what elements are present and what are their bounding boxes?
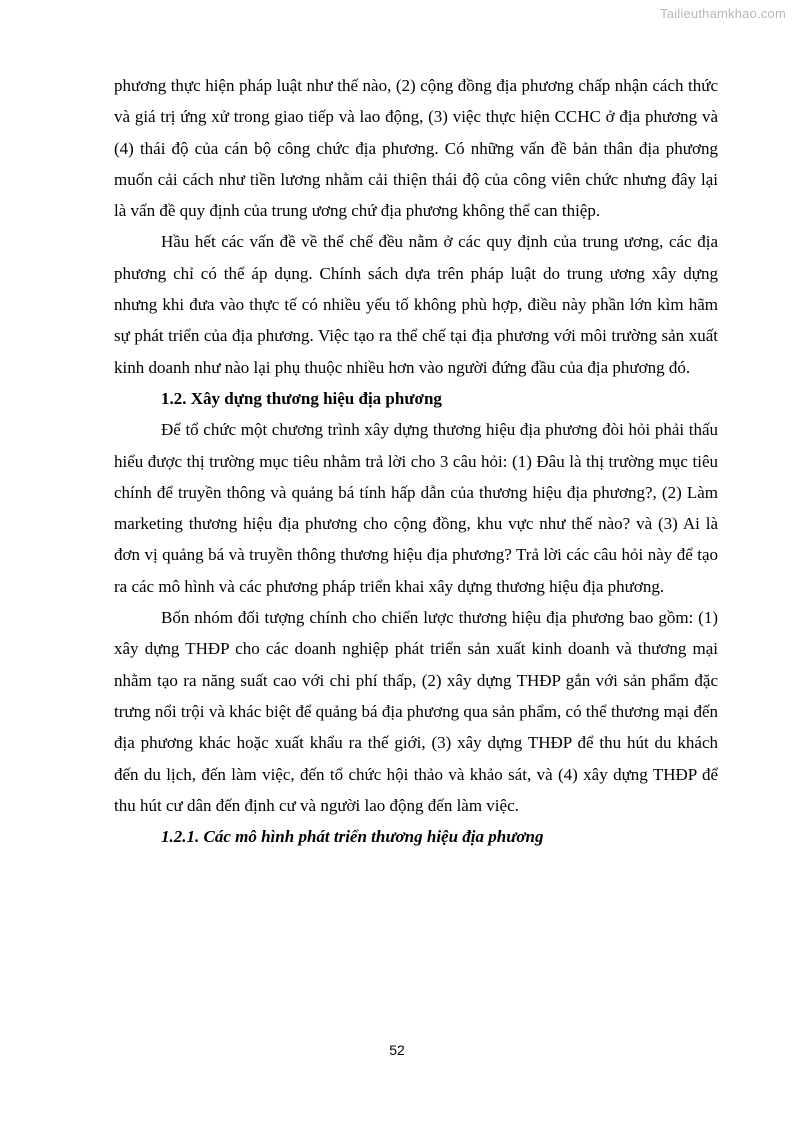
section-heading-1-2: 1.2. Xây dựng thương hiệu địa phương xyxy=(161,388,442,408)
section-heading-1-2-1: 1.2.1. Các mô hình phát triển thương hiệu địa phương xyxy=(161,827,544,847)
watermark: Tailieuthamkhao.com xyxy=(660,6,786,21)
paragraph-continuation: phương thực hiện pháp luật như thế nào, (2) cộng đồng địa phương chấp nhận cách thức và giá trị ứng xử trong giao tiếp và lao động, (3) việc thực hiện CCHC ở địa phương và (4) thái độ của cán bộ công chức địa phương. Có những vấn đề bản thân địa phương muốn cải cách như tiền lương nhằm cải thiện thái độ của công viên chức nhưng đây lại là vấn đề quy định của trung ương chứ địa phương không thể can thiệp. xyxy=(114,76,718,221)
page-number: 52 xyxy=(389,1042,405,1058)
paragraph-target-market: Để tổ chức một chương trình xây dựng thương hiệu địa phương đòi hỏi phải thấu hiểu được thị trường mục tiêu nhằm trả lời cho 3 câu hỏi: (1) Đâu là thị trường mục tiêu chính để truyền thông và quảng bá tính hấp dẫn của thương hiệu địa phương?, (2) Làm marketing thương hiệu địa phương cho cộng đồng, khu vực như thế nào? và (3) Ai là đơn vị quảng bá và truyền thông thương hiệu địa phương? Trả lời các câu hỏi này để tạo ra các mô hình và các phương pháp triển khai xây dựng thương hiệu địa phương. xyxy=(114,420,718,596)
document-body xyxy=(114,70,718,852)
paragraph-four-groups: Bốn nhóm đối tượng chính cho chiến lược thương hiệu địa phương bao gồm: (1) xây dựng THĐP cho các doanh nghiệp phát triển sản xuất kinh doanh và thương mại nhằm tạo ra năng suất cao với chi phí thấp, (2) xây dựng THĐP gắn với sản phẩm đặc trưng nổi trội và khác biệt để quảng bá địa phương qua sản phẩm, có thể thương mại đến địa phương khác hoặc xuất khẩu ra thế giới, (3) xây dựng THĐP để thu hút du khách đến du lịch, đến làm việc, đến tổ chức hội thảo và khảo sát, và (4) xây dựng THĐP để thu hút cư dân đến định cư và người lao động đến làm việc. xyxy=(114,608,718,815)
paragraph-institutions: Hầu hết các vấn đề về thể chế đều nằm ở các quy định của trung ương, các địa phương chỉ có thể áp dụng. Chính sách dựa trên pháp luật do trung ương xây dựng nhưng khi đưa vào thực tế có nhiều yếu tố không phù hợp, điều này phần lớn kìm hãm sự phát triển của địa phương. Việc tạo ra thể chế tại địa phương với môi trường sản xuất kinh doanh như nào lại phụ thuộc nhiều hơn vào người đứng đầu của địa phương đó. xyxy=(114,232,718,377)
